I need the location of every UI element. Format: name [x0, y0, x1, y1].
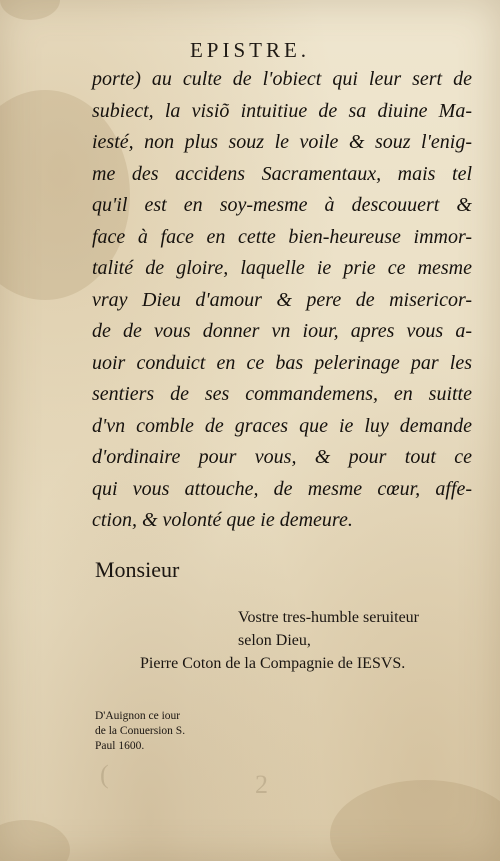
colophon-line: D'Auignon ce iour — [95, 710, 181, 722]
paper-stain — [330, 780, 500, 861]
text-line: ction, & volonté que ie demeure. — [92, 509, 353, 531]
show-through-mark: ( — [100, 760, 109, 789]
text-line: uoir conduict en ce bas pelerinage par les — [92, 351, 472, 374]
paper-stain — [0, 0, 60, 20]
text-line: face à face en cette bien-heureuse immor- — [92, 225, 472, 248]
paper-stain — [0, 820, 70, 861]
text-line: d'vn comble de graces que ie luy demande — [92, 414, 472, 437]
body-text — [92, 64, 472, 537]
text-line: me des accidens Sacramentaux, mais tel — [92, 162, 472, 185]
text-line: talité de gloire, laquelle ie prie ce mesme — [92, 257, 472, 279]
signature-line: selon Dieu, — [238, 632, 311, 649]
text-line: sentiers de ses commandemens, en suitte — [92, 383, 472, 405]
text-line: d'ordinaire pour vous, & pour tout ce — [92, 446, 472, 468]
colophon-line: de la Conuersion S. — [95, 725, 186, 737]
colophon — [95, 709, 185, 754]
running-head: EPISTRE. — [189, 38, 311, 62]
signature-name: Pierre Coton de la Compagnie de IESVS. — [140, 655, 406, 672]
text-line: de de vous donner vn iour, apres vous a- — [92, 320, 472, 342]
text-line: subiect, la visiõ intuitiue de sa diuine Ma- — [92, 99, 472, 122]
salutation: Monsieur — [95, 557, 180, 582]
show-through-mark: 2 — [255, 770, 268, 799]
text-line: qui vous attouche, de mesme cœur, affe- — [92, 477, 472, 500]
text-line: iesté, non plus souz le voile & souz l'enig- — [92, 131, 472, 153]
text-line: vray Dieu d'amour & pere de misericor- — [92, 288, 472, 311]
signature-line: Vostre tres-humble seruiteur — [238, 609, 419, 626]
colophon-line: Paul 1600. — [95, 740, 145, 752]
text-line: qu'il est en soy-mesme à descouuert & — [92, 194, 472, 216]
text-line: porte) au culte de l'obiect qui leur sert de — [92, 68, 472, 90]
